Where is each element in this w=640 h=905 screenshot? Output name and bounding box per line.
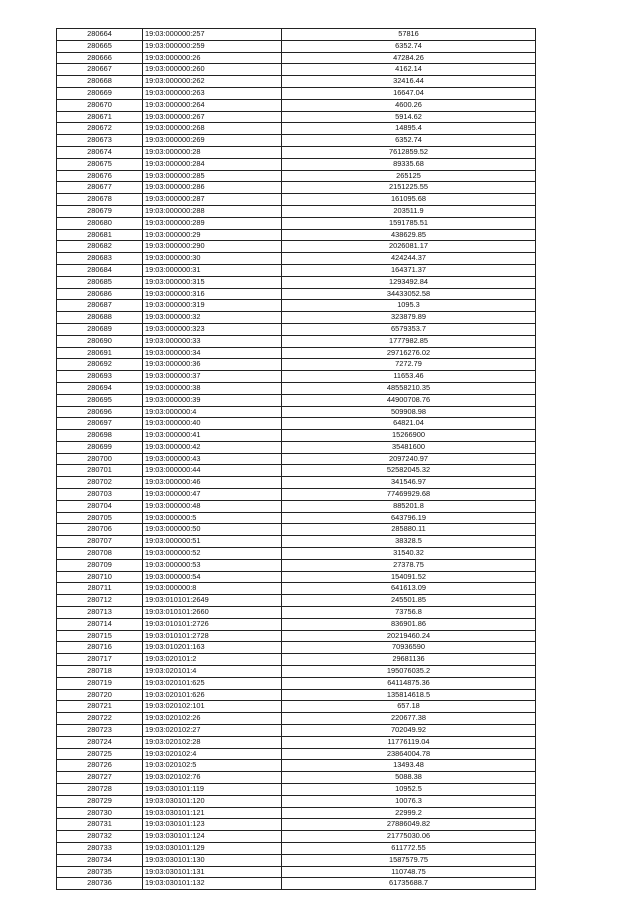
- value-cell: 2026081.17: [282, 241, 536, 253]
- value-cell: 11776119.04: [282, 736, 536, 748]
- table-row: [57, 217, 536, 229]
- cadastral-number-cell: 19:03:010101:2660: [143, 607, 282, 619]
- table-row: [57, 701, 536, 713]
- cadastral-number-cell: 19:03:000000:259: [143, 40, 282, 52]
- table-row: [57, 784, 536, 796]
- value-cell: 1293492.84: [282, 276, 536, 288]
- cadastral-number-cell: 19:03:000000:44: [143, 465, 282, 477]
- cadastral-number-cell: 19:03:000000:34: [143, 347, 282, 359]
- value-cell: 885201.8: [282, 500, 536, 512]
- table-row: [57, 418, 536, 430]
- cadastral-number-cell: 19:03:000000:51: [143, 536, 282, 548]
- row-id-cell: 280673: [57, 135, 143, 147]
- cadastral-number-cell: 19:03:000000:52: [143, 548, 282, 560]
- cadastral-number-cell: 19:03:020101:4: [143, 666, 282, 678]
- cadastral-number-cell: 19:03:000000:290: [143, 241, 282, 253]
- row-id-cell: 280664: [57, 29, 143, 41]
- cadastral-number-cell: 19:03:000000:29: [143, 229, 282, 241]
- row-id-cell: 280677: [57, 182, 143, 194]
- table-row: [57, 40, 536, 52]
- row-id-cell: 280712: [57, 595, 143, 607]
- cadastral-number-cell: 19:03:000000:4: [143, 406, 282, 418]
- cadastral-number-cell: 19:03:000000:288: [143, 205, 282, 217]
- cadastral-number-cell: 19:03:000000:257: [143, 29, 282, 41]
- cadastral-number-cell: 19:03:000000:46: [143, 477, 282, 489]
- row-id-cell: 280708: [57, 548, 143, 560]
- value-cell: 341546.97: [282, 477, 536, 489]
- cadastral-number-cell: 19:03:000000:8: [143, 583, 282, 595]
- value-cell: 4162.14: [282, 64, 536, 76]
- value-cell: 1587579.75: [282, 854, 536, 866]
- row-id-cell: 280732: [57, 831, 143, 843]
- value-cell: 1777982.85: [282, 335, 536, 347]
- row-id-cell: 280724: [57, 736, 143, 748]
- cadastral-number-cell: 19:03:000000:268: [143, 123, 282, 135]
- row-id-cell: 280716: [57, 642, 143, 654]
- table-row: [57, 371, 536, 383]
- value-cell: 27886049.82: [282, 819, 536, 831]
- row-id-cell: 280689: [57, 323, 143, 335]
- cadastral-number-cell: 19:03:000000:37: [143, 371, 282, 383]
- row-id-cell: 280706: [57, 524, 143, 536]
- value-cell: 424244.37: [282, 253, 536, 265]
- value-cell: 135814618.5: [282, 689, 536, 701]
- cadastral-number-cell: 19:03:000000:316: [143, 288, 282, 300]
- table-row: [57, 819, 536, 831]
- table-row: [57, 29, 536, 41]
- value-cell: 195076035.2: [282, 666, 536, 678]
- table-row: [57, 595, 536, 607]
- row-id-cell: 280704: [57, 500, 143, 512]
- row-id-cell: 280728: [57, 784, 143, 796]
- value-cell: 22999.2: [282, 807, 536, 819]
- row-id-cell: 280719: [57, 677, 143, 689]
- cadastral-number-cell: 19:03:000000:36: [143, 359, 282, 371]
- table-row: [57, 689, 536, 701]
- value-cell: 509908.98: [282, 406, 536, 418]
- table-row: [57, 725, 536, 737]
- table-row: [57, 205, 536, 217]
- row-id-cell: 280690: [57, 335, 143, 347]
- table-row: [57, 359, 536, 371]
- row-id-cell: 280674: [57, 146, 143, 158]
- value-cell: 34433052.58: [282, 288, 536, 300]
- cadastral-number-cell: 19:03:000000:33: [143, 335, 282, 347]
- cadastral-number-cell: 19:03:000000:31: [143, 264, 282, 276]
- cadastral-number-cell: 19:03:000000:40: [143, 418, 282, 430]
- row-id-cell: 280725: [57, 748, 143, 760]
- row-id-cell: 280733: [57, 842, 143, 854]
- value-cell: 14895.4: [282, 123, 536, 135]
- cadastral-number-cell: 19:03:000000:50: [143, 524, 282, 536]
- table-row: [57, 347, 536, 359]
- value-cell: 285880.11: [282, 524, 536, 536]
- table-row: [57, 677, 536, 689]
- table-row: [57, 807, 536, 819]
- table-row: [57, 654, 536, 666]
- value-cell: 47284.26: [282, 52, 536, 64]
- row-id-cell: 280698: [57, 430, 143, 442]
- cadastral-number-cell: 19:03:000000:284: [143, 158, 282, 170]
- value-cell: 10076.3: [282, 795, 536, 807]
- cadastral-number-cell: 19:03:000000:47: [143, 489, 282, 501]
- value-cell: 657.18: [282, 701, 536, 713]
- value-cell: 5088.38: [282, 772, 536, 784]
- cadastral-number-cell: 19:03:030101:120: [143, 795, 282, 807]
- table-row: [57, 76, 536, 88]
- table-row: [57, 524, 536, 536]
- row-id-cell: 280672: [57, 123, 143, 135]
- table-row: [57, 500, 536, 512]
- table-row: [57, 430, 536, 442]
- value-cell: 16647.04: [282, 87, 536, 99]
- cadastral-number-cell: 19:03:000000:269: [143, 135, 282, 147]
- table-row: [57, 477, 536, 489]
- row-id-cell: 280726: [57, 760, 143, 772]
- table-row: [57, 666, 536, 678]
- table-row: [57, 394, 536, 406]
- table-row: [57, 335, 536, 347]
- table-row: [57, 111, 536, 123]
- value-cell: 21775030.06: [282, 831, 536, 843]
- value-cell: 1591785.51: [282, 217, 536, 229]
- table-row: [57, 866, 536, 878]
- row-id-cell: 280729: [57, 795, 143, 807]
- row-id-cell: 280735: [57, 866, 143, 878]
- value-cell: 6579353.7: [282, 323, 536, 335]
- table-row: [57, 135, 536, 147]
- row-id-cell: 280713: [57, 607, 143, 619]
- cadastral-number-cell: 19:03:000000:32: [143, 312, 282, 324]
- row-id-cell: 280687: [57, 300, 143, 312]
- row-id-cell: 280702: [57, 477, 143, 489]
- row-id-cell: 280710: [57, 571, 143, 583]
- row-id-cell: 280678: [57, 194, 143, 206]
- table-row: [57, 465, 536, 477]
- cadastral-number-cell: 19:03:000000:289: [143, 217, 282, 229]
- cadastral-number-cell: 19:03:000000:38: [143, 382, 282, 394]
- cadastral-number-cell: 19:03:010101:2649: [143, 595, 282, 607]
- row-id-cell: 280679: [57, 205, 143, 217]
- row-id-cell: 280709: [57, 559, 143, 571]
- value-cell: 64821.04: [282, 418, 536, 430]
- table-row: [57, 453, 536, 465]
- value-cell: 1095.3: [282, 300, 536, 312]
- row-id-cell: 280670: [57, 99, 143, 111]
- row-id-cell: 280666: [57, 52, 143, 64]
- row-id-cell: 280701: [57, 465, 143, 477]
- cadastral-number-cell: 19:03:000000:285: [143, 170, 282, 182]
- value-cell: 44900708.76: [282, 394, 536, 406]
- row-id-cell: 280718: [57, 666, 143, 678]
- cadastral-number-cell: 19:03:020102:27: [143, 725, 282, 737]
- table-row: [57, 713, 536, 725]
- cadastral-number-cell: 19:03:000000:263: [143, 87, 282, 99]
- cadastral-number-cell: 19:03:000000:26: [143, 52, 282, 64]
- value-cell: 110748.75: [282, 866, 536, 878]
- value-cell: 836901.86: [282, 618, 536, 630]
- table-row: [57, 748, 536, 760]
- table-row: [57, 760, 536, 772]
- table-row: [57, 842, 536, 854]
- value-cell: 20219460.24: [282, 630, 536, 642]
- table-row: [57, 382, 536, 394]
- table-row: [57, 536, 536, 548]
- row-id-cell: 280682: [57, 241, 143, 253]
- row-id-cell: 280684: [57, 264, 143, 276]
- row-id-cell: 280720: [57, 689, 143, 701]
- row-id-cell: 280695: [57, 394, 143, 406]
- cadastral-number-cell: 19:03:000000:30: [143, 253, 282, 265]
- cadastral-number-cell: 19:03:000000:319: [143, 300, 282, 312]
- cadastral-number-cell: 19:03:000000:315: [143, 276, 282, 288]
- value-cell: 203511.9: [282, 205, 536, 217]
- value-cell: 13493.48: [282, 760, 536, 772]
- value-cell: 438629.85: [282, 229, 536, 241]
- value-cell: 89335.68: [282, 158, 536, 170]
- cadastral-number-cell: 19:03:000000:41: [143, 430, 282, 442]
- cadastral-number-cell: 19:03:000000:48: [143, 500, 282, 512]
- table-row: [57, 182, 536, 194]
- row-id-cell: 280699: [57, 441, 143, 453]
- row-id-cell: 280727: [57, 772, 143, 784]
- row-id-cell: 280688: [57, 312, 143, 324]
- table-row: [57, 87, 536, 99]
- table-row: [57, 607, 536, 619]
- value-cell: 38328.5: [282, 536, 536, 548]
- table-row: [57, 559, 536, 571]
- table-row: [57, 158, 536, 170]
- row-id-cell: 280730: [57, 807, 143, 819]
- table-row: [57, 548, 536, 560]
- row-id-cell: 280681: [57, 229, 143, 241]
- cadastral-number-cell: 19:03:020102:76: [143, 772, 282, 784]
- value-cell: 61735688.7: [282, 878, 536, 890]
- row-id-cell: 280683: [57, 253, 143, 265]
- value-cell: 6352.74: [282, 135, 536, 147]
- cadastral-number-cell: 19:03:020102:4: [143, 748, 282, 760]
- cadastral-number-cell: 19:03:000000:39: [143, 394, 282, 406]
- row-id-cell: 280700: [57, 453, 143, 465]
- table-row: [57, 512, 536, 524]
- table-body: [57, 29, 536, 890]
- row-id-cell: 280667: [57, 64, 143, 76]
- value-cell: 48558210.35: [282, 382, 536, 394]
- row-id-cell: 280675: [57, 158, 143, 170]
- value-cell: 4600.26: [282, 99, 536, 111]
- value-cell: 57816: [282, 29, 536, 41]
- table-row: [57, 441, 536, 453]
- value-cell: 164371.37: [282, 264, 536, 276]
- table-row: [57, 571, 536, 583]
- value-cell: 245501.85: [282, 595, 536, 607]
- data-table: [56, 28, 536, 890]
- table-row: [57, 170, 536, 182]
- table-row: [57, 123, 536, 135]
- row-id-cell: 280691: [57, 347, 143, 359]
- row-id-cell: 280676: [57, 170, 143, 182]
- value-cell: 29681136: [282, 654, 536, 666]
- value-cell: 10952.5: [282, 784, 536, 796]
- table-row: [57, 300, 536, 312]
- table-row: [57, 99, 536, 111]
- cadastral-number-cell: 19:03:000000:53: [143, 559, 282, 571]
- cadastral-number-cell: 19:03:010101:2726: [143, 618, 282, 630]
- row-id-cell: 280734: [57, 854, 143, 866]
- row-id-cell: 280705: [57, 512, 143, 524]
- table-row: [57, 795, 536, 807]
- table-row: [57, 229, 536, 241]
- value-cell: 2151225.55: [282, 182, 536, 194]
- value-cell: 5914.62: [282, 111, 536, 123]
- row-id-cell: 280665: [57, 40, 143, 52]
- table-row: [57, 146, 536, 158]
- value-cell: 265125: [282, 170, 536, 182]
- table-row: [57, 878, 536, 890]
- row-id-cell: 280703: [57, 489, 143, 501]
- cadastral-number-cell: 19:03:030101:124: [143, 831, 282, 843]
- value-cell: 29716276.02: [282, 347, 536, 359]
- cadastral-number-cell: 19:03:030101:131: [143, 866, 282, 878]
- row-id-cell: 280694: [57, 382, 143, 394]
- cadastral-number-cell: 19:03:020101:2: [143, 654, 282, 666]
- row-id-cell: 280717: [57, 654, 143, 666]
- table-row: [57, 583, 536, 595]
- cadastral-number-cell: 19:03:000000:5: [143, 512, 282, 524]
- value-cell: 7612859.52: [282, 146, 536, 158]
- value-cell: 154091.52: [282, 571, 536, 583]
- cadastral-number-cell: 19:03:010101:2728: [143, 630, 282, 642]
- table-row: [57, 323, 536, 335]
- cadastral-number-cell: 19:03:000000:43: [143, 453, 282, 465]
- value-cell: 11653.46: [282, 371, 536, 383]
- cadastral-number-cell: 19:03:000000:54: [143, 571, 282, 583]
- cadastral-number-cell: 19:03:030101:121: [143, 807, 282, 819]
- row-id-cell: 280685: [57, 276, 143, 288]
- cadastral-number-cell: 19:03:030101:132: [143, 878, 282, 890]
- row-id-cell: 280671: [57, 111, 143, 123]
- cadastral-number-cell: 19:03:010201:163: [143, 642, 282, 654]
- table-row: [57, 772, 536, 784]
- table-row: [57, 642, 536, 654]
- cadastral-number-cell: 19:03:000000:42: [143, 441, 282, 453]
- value-cell: 611772.55: [282, 842, 536, 854]
- cadastral-number-cell: 19:03:000000:262: [143, 76, 282, 88]
- cadastral-number-cell: 19:03:030101:119: [143, 784, 282, 796]
- row-id-cell: 280711: [57, 583, 143, 595]
- value-cell: 220677.38: [282, 713, 536, 725]
- row-id-cell: 280736: [57, 878, 143, 890]
- row-id-cell: 280669: [57, 87, 143, 99]
- value-cell: 702049.92: [282, 725, 536, 737]
- value-cell: 161095.68: [282, 194, 536, 206]
- cadastral-number-cell: 19:03:000000:286: [143, 182, 282, 194]
- cadastral-number-cell: 19:03:000000:323: [143, 323, 282, 335]
- cadastral-number-cell: 19:03:000000:287: [143, 194, 282, 206]
- value-cell: 641613.09: [282, 583, 536, 595]
- value-cell: 2097240.97: [282, 453, 536, 465]
- cadastral-number-cell: 19:03:030101:123: [143, 819, 282, 831]
- cadastral-number-cell: 19:03:020102:101: [143, 701, 282, 713]
- table-row: [57, 264, 536, 276]
- cadastral-number-cell: 19:03:000000:28: [143, 146, 282, 158]
- cadastral-number-cell: 19:03:020101:626: [143, 689, 282, 701]
- table-row: [57, 194, 536, 206]
- cadastral-number-cell: 19:03:020102:28: [143, 736, 282, 748]
- row-id-cell: 280707: [57, 536, 143, 548]
- table-row: [57, 406, 536, 418]
- table-row: [57, 831, 536, 843]
- row-id-cell: 280692: [57, 359, 143, 371]
- value-cell: 27378.75: [282, 559, 536, 571]
- table-row: [57, 736, 536, 748]
- table-row: [57, 630, 536, 642]
- row-id-cell: 280714: [57, 618, 143, 630]
- value-cell: 7272.79: [282, 359, 536, 371]
- table-row: [57, 854, 536, 866]
- cadastral-number-cell: 19:03:000000:267: [143, 111, 282, 123]
- row-id-cell: 280721: [57, 701, 143, 713]
- value-cell: 23864004.78: [282, 748, 536, 760]
- value-cell: 52582045.32: [282, 465, 536, 477]
- value-cell: 31540.32: [282, 548, 536, 560]
- row-id-cell: 280686: [57, 288, 143, 300]
- value-cell: 70936590: [282, 642, 536, 654]
- table-row: [57, 288, 536, 300]
- value-cell: 643796.19: [282, 512, 536, 524]
- row-id-cell: 280722: [57, 713, 143, 725]
- row-id-cell: 280680: [57, 217, 143, 229]
- cadastral-number-cell: 19:03:000000:260: [143, 64, 282, 76]
- table-row: [57, 276, 536, 288]
- table-row: [57, 253, 536, 265]
- row-id-cell: 280723: [57, 725, 143, 737]
- value-cell: 73756.8: [282, 607, 536, 619]
- row-id-cell: 280696: [57, 406, 143, 418]
- table-row: [57, 64, 536, 76]
- table-row: [57, 241, 536, 253]
- value-cell: 77469929.68: [282, 489, 536, 501]
- value-cell: 35481600: [282, 441, 536, 453]
- cadastral-number-cell: 19:03:020101:625: [143, 677, 282, 689]
- row-id-cell: 280697: [57, 418, 143, 430]
- value-cell: 6352.74: [282, 40, 536, 52]
- cadastral-number-cell: 19:03:030101:130: [143, 854, 282, 866]
- row-id-cell: 280715: [57, 630, 143, 642]
- row-id-cell: 280668: [57, 76, 143, 88]
- value-cell: 32416.44: [282, 76, 536, 88]
- table-row: [57, 52, 536, 64]
- cadastral-number-cell: 19:03:030101:129: [143, 842, 282, 854]
- value-cell: 15266900: [282, 430, 536, 442]
- row-id-cell: 280731: [57, 819, 143, 831]
- row-id-cell: 280693: [57, 371, 143, 383]
- value-cell: 64114875.36: [282, 677, 536, 689]
- cadastral-number-cell: 19:03:000000:264: [143, 99, 282, 111]
- cadastral-number-cell: 19:03:020102:5: [143, 760, 282, 772]
- table-row: [57, 618, 536, 630]
- cadastral-number-cell: 19:03:020102:26: [143, 713, 282, 725]
- value-cell: 323879.89: [282, 312, 536, 324]
- table-row: [57, 489, 536, 501]
- table-row: [57, 312, 536, 324]
